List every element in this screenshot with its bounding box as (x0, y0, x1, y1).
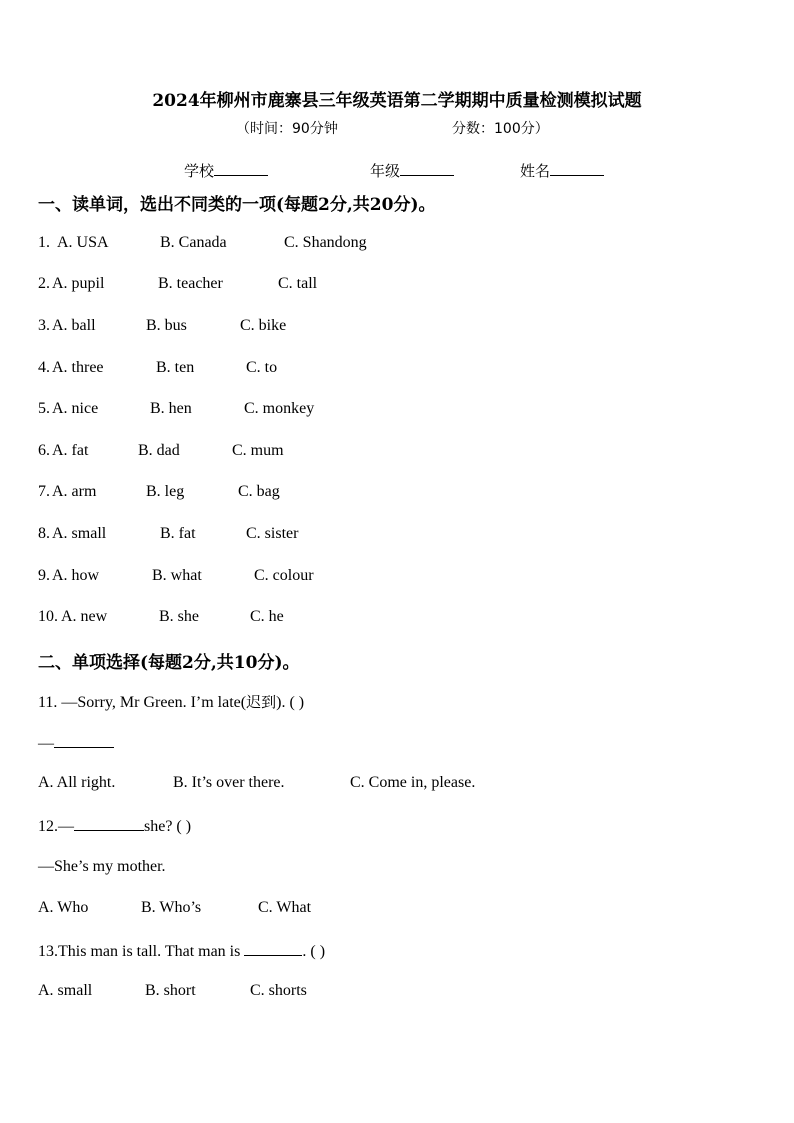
option-b[interactable]: B. ten (156, 359, 195, 376)
option-a[interactable]: A. Who (38, 899, 89, 916)
reply-dash: — (38, 735, 54, 752)
option-a[interactable]: A. new (61, 608, 108, 625)
option-a[interactable]: A. three (52, 359, 104, 376)
exam-score: 分数：100分） (452, 121, 549, 137)
option-b[interactable]: B. leg (146, 483, 185, 500)
question-9 (38, 567, 314, 585)
reply-blank[interactable] (54, 733, 114, 748)
question-10 (38, 608, 284, 626)
name-field (520, 160, 604, 181)
option-c[interactable]: C. tall (278, 275, 318, 292)
question-11-reply (38, 733, 114, 753)
option-a[interactable]: A. USA (57, 234, 109, 251)
option-c[interactable]: C. sister (246, 525, 299, 542)
option-c[interactable]: C. What (258, 899, 312, 916)
option-b[interactable]: B. teacher (158, 275, 223, 292)
option-b[interactable]: B. hen (150, 400, 192, 417)
question-number: 7. (38, 483, 50, 500)
grade-field (370, 160, 454, 181)
grade-label: 年级 (370, 162, 401, 180)
option-b[interactable]: B. Who’s (141, 899, 202, 916)
option-c[interactable]: C. to (246, 359, 278, 376)
question-number: 4. (38, 359, 50, 376)
section-1-heading: 一、读单词，选出不同类的一项(每题2分,共20分)。 (38, 195, 436, 215)
option-b[interactable]: B. It’s over there. (173, 774, 285, 791)
stem-text-end: . ( ) (302, 943, 326, 960)
option-c[interactable]: C. mum (232, 442, 284, 459)
question-11-stem (38, 691, 304, 712)
question-2 (38, 275, 318, 293)
stem-text: 12.— (38, 818, 74, 835)
school-blank[interactable] (214, 161, 268, 176)
option-c[interactable]: C. Shandong (284, 234, 367, 251)
stem-text: 11. —Sorry, Mr Green. I’m late( (38, 694, 247, 711)
question-number: 1. (38, 234, 50, 251)
option-a[interactable]: A. small (52, 525, 107, 542)
option-b[interactable]: B. dad (138, 442, 180, 459)
option-a[interactable]: A. nice (52, 400, 99, 417)
question-number: 8. (38, 525, 50, 542)
question-7 (38, 483, 280, 501)
option-c[interactable]: C. bag (238, 483, 280, 500)
option-b[interactable]: B. she (159, 608, 199, 625)
question-number: 9. (38, 567, 50, 584)
option-c[interactable]: C. colour (254, 567, 314, 584)
stem-text: 13.This man is tall. That man is (38, 943, 245, 960)
option-a[interactable]: A. ball (52, 317, 96, 334)
option-c[interactable]: C. bike (240, 317, 287, 334)
question-8 (38, 525, 299, 543)
question-13-stem (38, 941, 325, 961)
question-number: 2. (38, 275, 50, 292)
answer-bracket: ). ( ) (276, 694, 305, 711)
option-b[interactable]: B. Canada (160, 234, 227, 251)
stem-chinese: 迟到 (246, 693, 277, 711)
option-a[interactable]: A. how (52, 567, 100, 584)
question-5 (38, 400, 315, 418)
option-b[interactable]: B. short (145, 982, 196, 999)
school-field (184, 160, 268, 181)
option-a[interactable]: A. small (38, 982, 93, 999)
question-number: 10. (38, 608, 58, 625)
option-a[interactable]: A. arm (52, 483, 97, 500)
question-12-reply: —She’s my mother. (38, 858, 166, 875)
question-12-stem (38, 816, 191, 836)
section-2-heading: 二、单项选择(每题2分,共10分)。 (38, 653, 300, 673)
option-c[interactable]: C. monkey (244, 400, 315, 417)
question-number: 6. (38, 442, 50, 459)
option-b[interactable]: B. bus (146, 317, 187, 334)
stem-text-end: she? ( ) (144, 818, 192, 835)
school-label: 学校 (184, 162, 215, 180)
option-b[interactable]: B. fat (160, 525, 196, 542)
option-a[interactable]: A. All right. (38, 774, 116, 791)
name-label: 姓名 (520, 162, 551, 180)
option-b[interactable]: B. what (152, 567, 202, 584)
grade-blank[interactable] (400, 161, 454, 176)
question-3 (38, 317, 287, 335)
exam-time: （时间：90分钟 (236, 121, 338, 137)
name-blank[interactable] (550, 161, 604, 176)
option-c[interactable]: C. Come in, please. (350, 774, 476, 791)
option-c[interactable]: C. shorts (250, 982, 307, 999)
option-c[interactable]: C. he (250, 608, 284, 625)
option-a[interactable]: A. fat (52, 442, 89, 459)
question-6 (38, 442, 284, 460)
question-4 (38, 359, 278, 377)
question-1 (38, 234, 367, 252)
option-a[interactable]: A. pupil (52, 275, 105, 292)
answer-blank[interactable] (244, 941, 302, 956)
question-number: 3. (38, 317, 50, 334)
answer-blank[interactable] (74, 816, 144, 831)
exam-title: 2024年柳州市鹿寨县三年级英语第二学期期中质量检测模拟试题 (152, 91, 642, 111)
question-number: 5. (38, 400, 50, 417)
